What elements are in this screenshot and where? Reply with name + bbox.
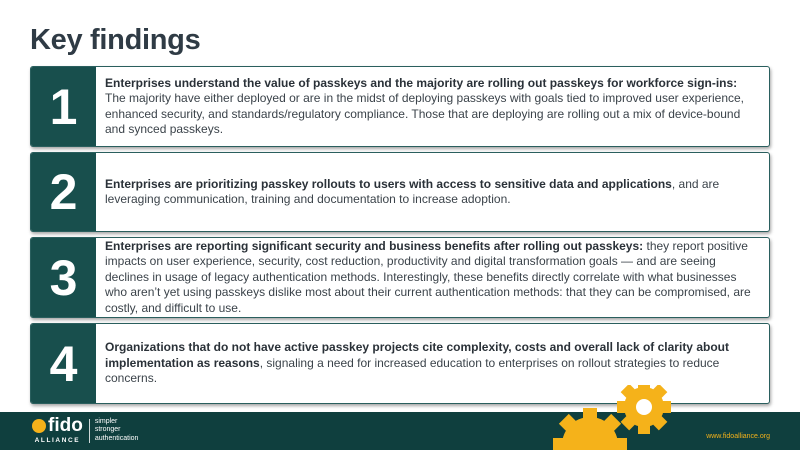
finding-body: The majority have either deployed or are in the midst of deploying passkeys with goals tied to improved user experience, enhanced security, and standards/regulatory compliance. Those that are deploying are rolling out a mix of device-bound and synced passkeys.	[105, 91, 745, 136]
tagline	[95, 418, 139, 444]
finding-body: they report positive impacts on user experience, security, cost reduction, productivity and digital transformation goals — and are seeing declines in usage of legacy authentication methods. Interestingly, these benefits directly correlate with what businesses who aren’t yet using passkeys dislike most about their current authentication methods: that they can be compromised, are costly, and difficult to use.	[105, 238, 751, 315]
fido-logo	[32, 417, 138, 444]
finding-text	[96, 67, 769, 146]
finding-number: 3	[31, 238, 96, 317]
page-title: Key findings	[30, 24, 201, 56]
logo-divider	[89, 419, 90, 443]
finding-bold: Enterprises are prioritizing passkey rollouts to users with access to sensitive data and applications	[105, 176, 672, 191]
finding-number: 2	[31, 153, 96, 231]
finding-number: 4	[31, 324, 96, 403]
finding-text	[96, 153, 769, 231]
finding-card-1	[30, 66, 770, 147]
finding-text	[96, 238, 769, 317]
tagline-line: authentication	[94, 434, 139, 442]
logo-alliance: ALLIANCE	[34, 437, 81, 444]
finding-body: , signaling a need for increased education to enterprises on rollout strategies to reduce concerns.	[105, 355, 720, 386]
finding-bold: Enterprises understand the value of passkeys and the majority are rolling out passkeys for workforce sign-ins:	[105, 75, 738, 90]
website-link[interactable]: www.fidoalliance.org	[706, 433, 770, 440]
finding-number: 1	[31, 67, 96, 146]
fido-logo-icon	[32, 419, 46, 433]
tagline-line: simpler	[94, 417, 118, 425]
logo-word: fido	[48, 415, 83, 436]
finding-card-3	[30, 237, 770, 318]
finding-bold: Organizations that do not have active passkey projects cite complexity, costs and overall lack of clarity about implementation as reasons	[105, 340, 729, 370]
finding-bold: Enterprises are reporting significant security and business benefits after rolling out passkeys:	[105, 238, 644, 253]
finding-body: , and are leveraging communication, training and documentation to increase adoption.	[105, 176, 720, 206]
finding-card-2	[30, 152, 770, 232]
gears-icon	[548, 385, 688, 450]
tagline-line: stronger	[94, 426, 121, 434]
